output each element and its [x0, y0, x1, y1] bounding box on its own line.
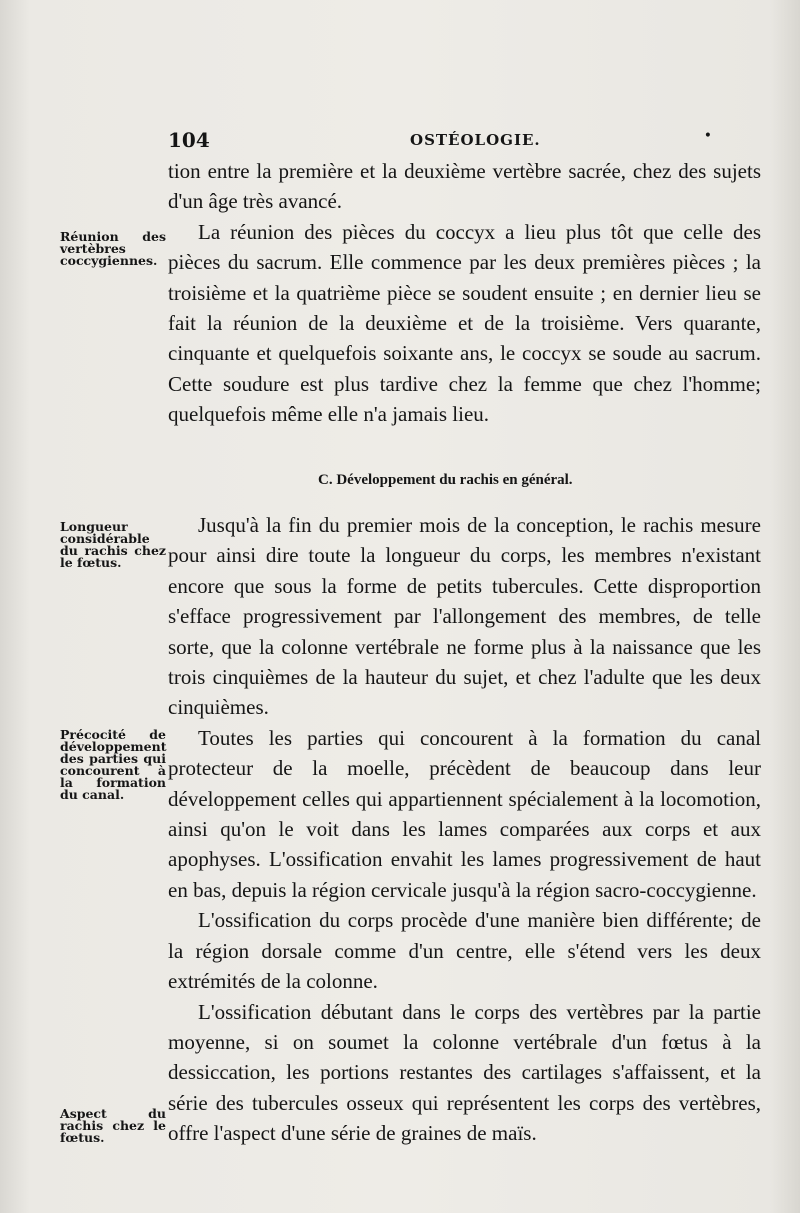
text-block-top — [168, 156, 761, 430]
text-block-bottom — [168, 510, 761, 1149]
running-title: OSTÉOLOGIE. — [410, 131, 541, 149]
page-header — [168, 128, 758, 154]
paragraph: L'ossification débutant dans le corps des vertèbres par la partie moyenne, si on soumet la colonne vertébrale d'un fœtus à la dessiccation, les portions restantes des cartilages s'affaissent, et la série des tubercules osseux qui représentent les corps des vertèbres, offre l'aspect d'une série de graines de maïs. — [168, 999, 761, 1146]
section-heading: C. Développement du rachis en général. — [318, 472, 573, 488]
paragraph: La réunion des pièces du coccyx a lieu plus tôt que celle des pièces du sacrum. Elle commence par les deux premières pièces ; la troisième et la quatrième pièce se soudent ensuite ; en dernier lieu se fait la réunion de la deuxième et de la troisième. Vers quarante, cinquante et quelquefois soixante ans, le coccyx se soude au sacrum. Cette soudure est plus tardive chez la femme que chez l'homme; quelquefois même elle n'a jamais lieu. — [168, 219, 761, 427]
margin-note-aspect: Aspect du rachis chez le fœtus. — [60, 1106, 166, 1145]
margin-note-coccyx: Réunion des vertèbres coccygiennes. — [60, 229, 166, 268]
paragraph: Jusqu'à la fin du premier mois de la conception, le rachis mesure pour ainsi dire toute la longueur du corps, les membres n'existant encore que sous la forme de petits tubercules. Cette disproportion s'efface progressivement par l'allongement des membres, de telle sorte, que la colonne vertébrale ne forme plus à la naissance que les trois cinquièmes de la hauteur du sujet, et chez l'adulte que les deux cinquièmes. — [168, 513, 761, 720]
margin-note-length: Longueur considérable du rachis chez le fœtus. — [60, 519, 166, 570]
paragraph: tion entre la première et la deuxième vertèbre sacrée, chez des sujets d'un âge très avancé. — [168, 159, 761, 214]
paragraph: L'ossification du corps procède d'une manière bien différente; de la région dorsale comme d'un centre, elle s'étend vers les deux extrémités de la colonne. — [168, 908, 761, 994]
page-number: 104 — [168, 128, 210, 152]
paragraph: Toutes les parties qui concourent à la formation du canal protecteur de la moelle, précèdent de beaucoup dans leur développement celles qui appartiennent spécialement à la locomotion, ainsi qu'on le voit dans les lames comparées aux corps et aux apophyses. L'ossification envahit les lames progressivement de haut en bas, depuis la région cervicale jusqu'à la région sacro-coccygienne. — [168, 725, 761, 902]
header-mark: • — [703, 128, 712, 144]
margin-note-precocity: Précocité de développement des parties qui concourent à la formation du canal. — [60, 727, 167, 802]
